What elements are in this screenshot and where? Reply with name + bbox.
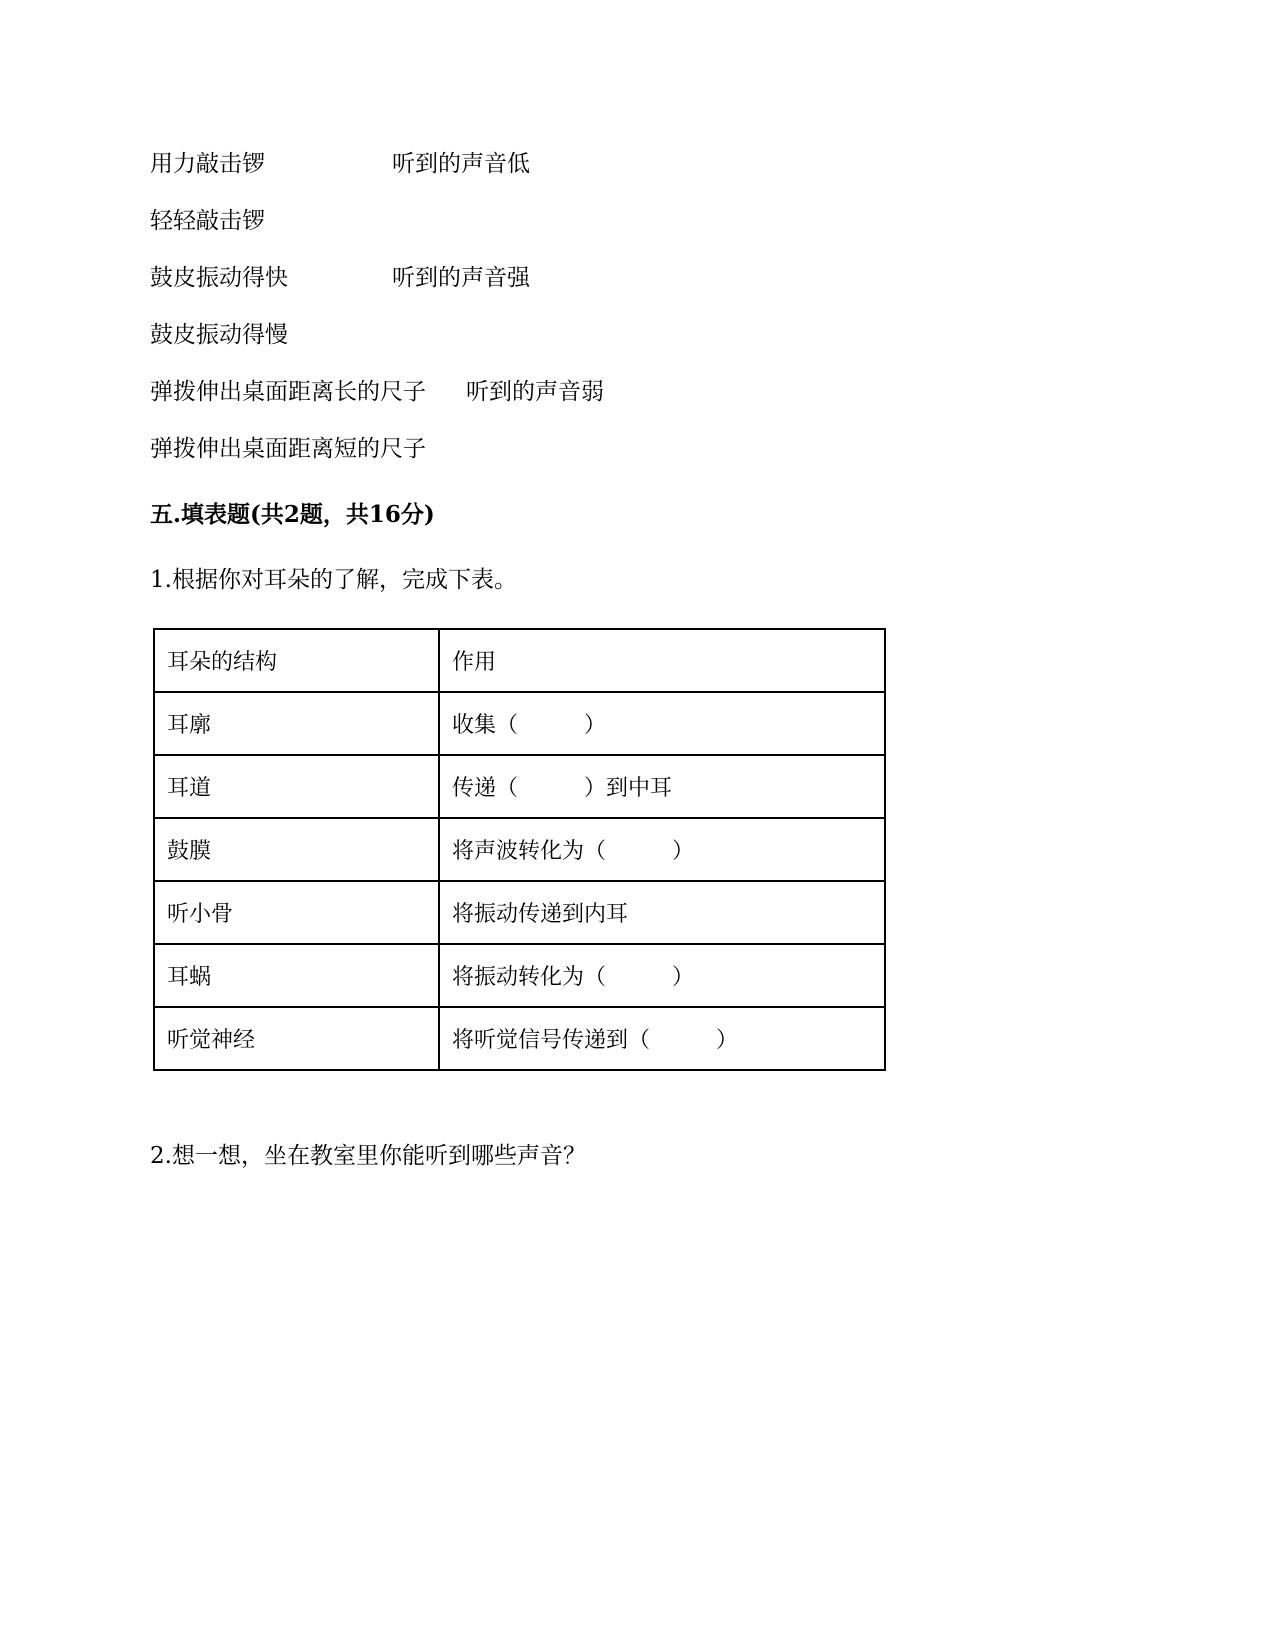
- table-header-cell: 耳朵的结构: [154, 629, 439, 692]
- section-title: 五.填表题(共2题，共16分): [150, 501, 435, 528]
- table-row: [154, 1007, 885, 1070]
- matching-right-1: 听到的声音低: [392, 151, 530, 177]
- matching-left-5: 弹拨伸出桌面距离长的尺子: [150, 379, 426, 405]
- table-cell: 听小骨: [154, 881, 439, 944]
- question-1-prompt: 1.根据你对耳朵的了解，完成下表。: [150, 567, 517, 593]
- ear-structure-table: [153, 628, 886, 1071]
- table-cell: 听觉神经: [154, 1007, 439, 1070]
- table-cell: 鼓膜: [154, 818, 439, 881]
- table-row: [154, 818, 885, 881]
- table-cell: 将振动转化为（ ）: [439, 944, 885, 1007]
- matching-left-6: 弹拨伸出桌面距离短的尺子: [150, 436, 426, 462]
- matching-left-1: 用力敲击锣: [150, 151, 265, 177]
- matching-left-2: 轻轻敲击锣: [150, 208, 265, 234]
- table-cell: 耳道: [154, 755, 439, 818]
- table-row: [154, 881, 885, 944]
- matching-left-3: 鼓皮振动得快: [150, 265, 288, 291]
- table-cell: 收集（ ）: [439, 692, 885, 755]
- matching-right-5: 听到的声音弱: [466, 379, 604, 405]
- table-cell: 耳廓: [154, 692, 439, 755]
- table-header-row: [154, 629, 885, 692]
- table-cell: 将听觉信号传递到（ ）: [439, 1007, 885, 1070]
- matching-right-3: 听到的声音强: [392, 265, 530, 291]
- table-row: [154, 944, 885, 1007]
- table-row: [154, 755, 885, 818]
- table-cell: 传递（ ）到中耳: [439, 755, 885, 818]
- table-header-cell: 作用: [439, 629, 885, 692]
- table-row: [154, 692, 885, 755]
- matching-left-4: 鼓皮振动得慢: [150, 322, 288, 348]
- table-cell: 将声波转化为（ ）: [439, 818, 885, 881]
- table-cell: 将振动传递到内耳: [439, 881, 885, 944]
- table-cell: 耳蜗: [154, 944, 439, 1007]
- question-2-prompt: 2.想一想，坐在教室里你能听到哪些声音？: [150, 1143, 586, 1169]
